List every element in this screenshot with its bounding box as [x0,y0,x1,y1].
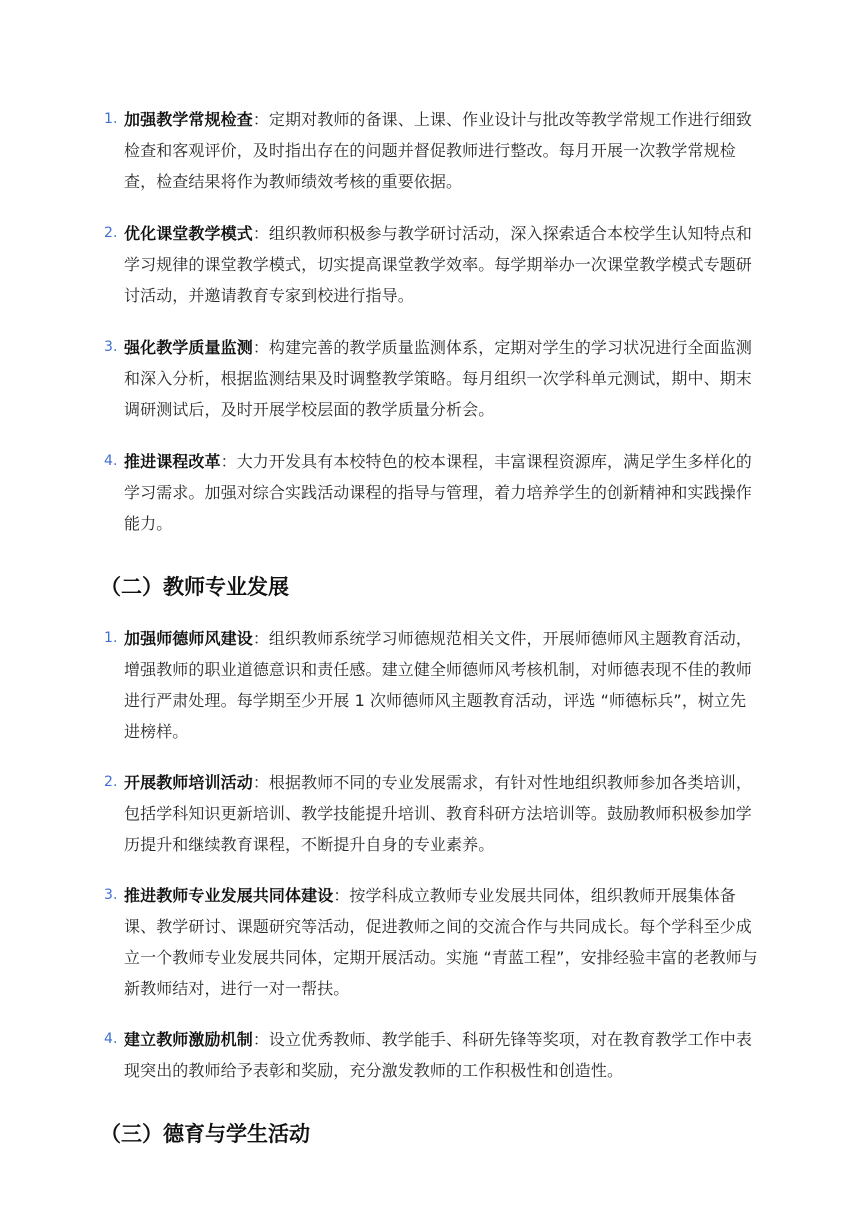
item-body: ：组织教师系统学习师德规范相关文件，开展师德师风主题教育活动，增强教师的职业道德意识和责任感。建立健全师德师风考核机制，对师德表现不佳的教师进行严肃处理。每学期至少开展 1 次师德师风主题教育活动，评选 “师德标兵”，树立先进榜样。 [124,629,752,741]
list-item [104,104,760,197]
list-number: 2. [104,774,118,790]
item-body: ：定期对教师的备课、上课、作业设计与批改等教学常规工作进行细致检查和客观评价，及时指出存在的问题并督促教师进行整改。每月开展一次教学常规检查，检查结果将作为教师绩效考核的重要依据。 [124,110,752,191]
list-item [104,332,760,425]
item-title: 开展教师培训活动 [124,773,253,792]
item-title: 加强教学常规检查 [124,110,253,129]
list-number: 3. [104,339,118,355]
item-title: 推进课程改革 [124,452,221,471]
list-item [104,218,760,311]
section-heading-teacher-development: （二）教师专业发展 [100,575,289,599]
item-body: ：组织教师积极参与教学研讨活动，深入探索适合本校学生认知特点和学习规律的课堂教学模式，切实提高课堂教学效率。每学期举办一次课堂教学模式专题研讨活动，并邀请教育专家到校进行指导。 [124,224,752,305]
item-title: 优化课堂教学模式 [124,224,253,243]
item-title: 加强师德师风建设 [124,629,253,648]
item-body: ：根据教师不同的专业发展需求，有针对性地组织教师参加各类培训，包括学科知识更新培训、教学技能提升培训、教育科研方法培训等。鼓励教师积极参加学历提升和继续教育课程，不断提升自身的专业素养。 [124,773,752,854]
item-body: ：大力开发具有本校特色的校本课程，丰富课程资源库，满足学生多样化的学习需求。加强对综合实践活动课程的指导与管理，着力培养学生的创新精神和实践操作能力。 [124,452,752,533]
list-number: 3. [104,887,118,903]
list-number: 1. [104,111,118,127]
item-title: 建立教师激励机制 [124,1030,253,1049]
teacher-development-list [104,623,760,1086]
item-body: ：设立优秀教师、教学能手、科研先锋等奖项，对在教育教学工作中表现突出的教师给予表彰和奖励，充分激发教师的工作积极性和创造性。 [124,1030,752,1080]
item-title: 强化教学质量监测 [124,338,253,357]
list-number: 4. [104,1031,118,1047]
section-heading-moral-education: （三）德育与学生活动 [100,1122,310,1146]
list-item [104,1024,760,1086]
list-number: 4. [104,453,118,469]
list-item [104,446,760,539]
item-title: 推进教师专业发展共同体建设 [124,886,334,905]
list-number: 1. [104,630,118,646]
list-item [104,880,760,1004]
list-number: 2. [104,225,118,241]
item-body: ：构建完善的教学质量监测体系，定期对学生的学习状况进行全面监测和深入分析，根据监测结果及时调整教学策略。每月组织一次学科单元测试，期中、期末调研测试后，及时开展学校层面的教学质量分析会。 [124,338,752,419]
teaching-management-list [104,104,760,539]
item-body: ：按学科成立教师专业发展共同体，组织教师开展集体备课、教学研讨、课题研究等活动，促进教师之间的交流合作与共同成长。每个学科至少成立一个教师专业发展共同体，定期开展活动。实施 “青蓝工程”，安排经验丰富的老教师与新教师结对，进行一对一帮扶。 [124,886,758,998]
list-item [104,767,760,860]
list-item [104,623,760,747]
